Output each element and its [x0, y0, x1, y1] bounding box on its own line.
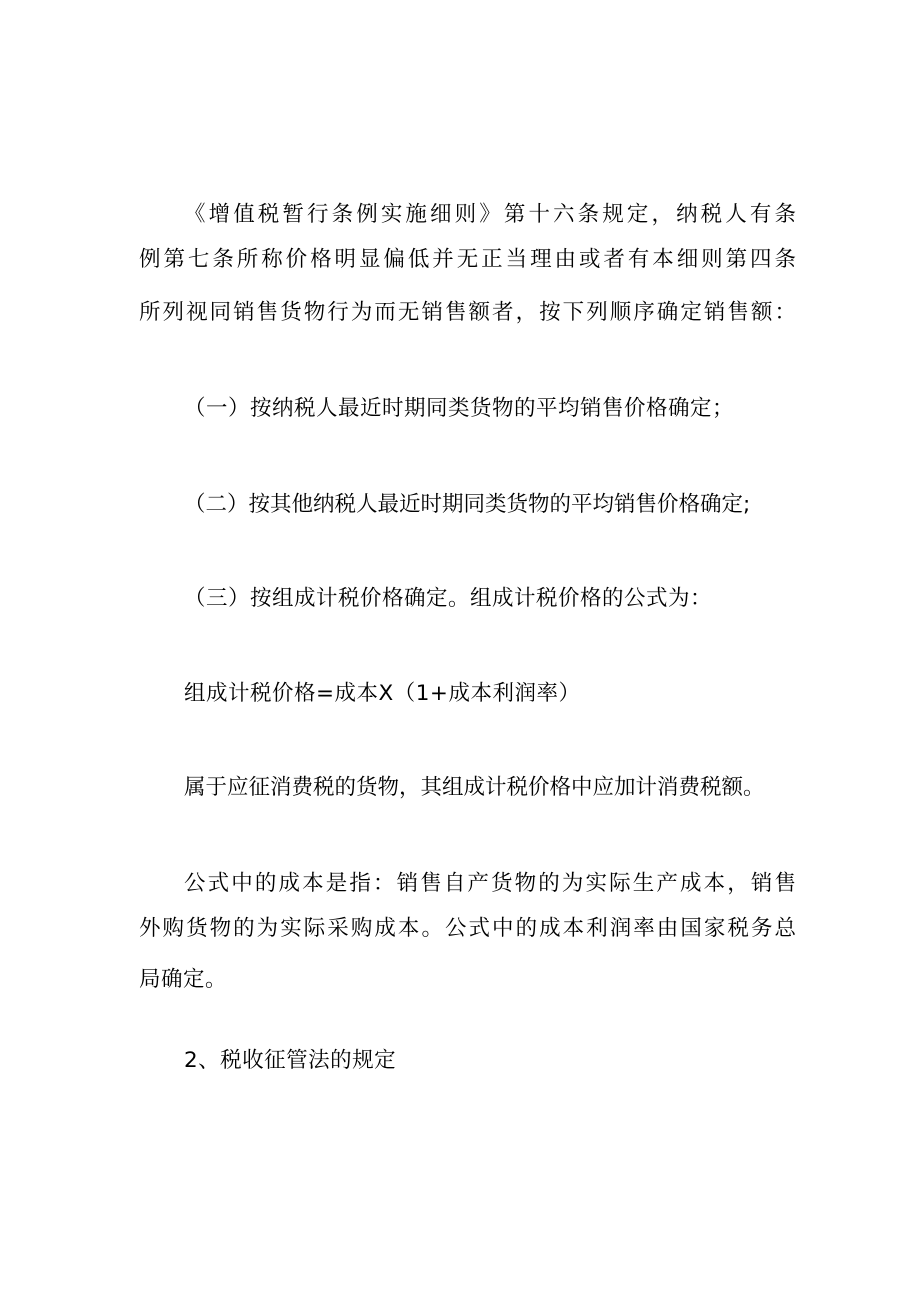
consumption-tax-note: 属于应征消费税的货物，其组成计税价格中应加计消费税额。	[184, 775, 765, 800]
cost-note-line-2: 外购货物的为实际采购成本。公式中的成本利润率由国家税务总	[139, 916, 796, 941]
list-item-2: （二）按其他纳税人最近时期同类货物的平均销售价格确定;	[184, 492, 751, 517]
cost-note-line-3: 局确定。	[139, 967, 228, 992]
list-item-3: （三）按组成计税价格确定。组成计税价格的公式为：	[184, 586, 713, 611]
list-item-1: （一）按纳税人最近时期同类货物的平均销售价格确定；	[184, 396, 735, 421]
paragraph-1-line-1: 《增值税暂行条例实施细则》第十六条规定，纳税人有条	[184, 202, 796, 227]
paragraph-1-line-2: 例第七条所称价格明显偏低并无正当理由或者有本细则第四条	[139, 247, 796, 272]
paragraph-1-line-3: 所列视同销售货物行为而无销售额者，按下列顺序确定销售额：	[139, 300, 796, 325]
section-heading: 2、税收征管法的规定	[184, 1048, 397, 1073]
cost-note-line-1: 公式中的成本是指：销售自产货物的为实际生产成本，销售	[184, 871, 796, 896]
formula: 组成计税价格=成本X（1+成本利润率）	[184, 681, 581, 706]
